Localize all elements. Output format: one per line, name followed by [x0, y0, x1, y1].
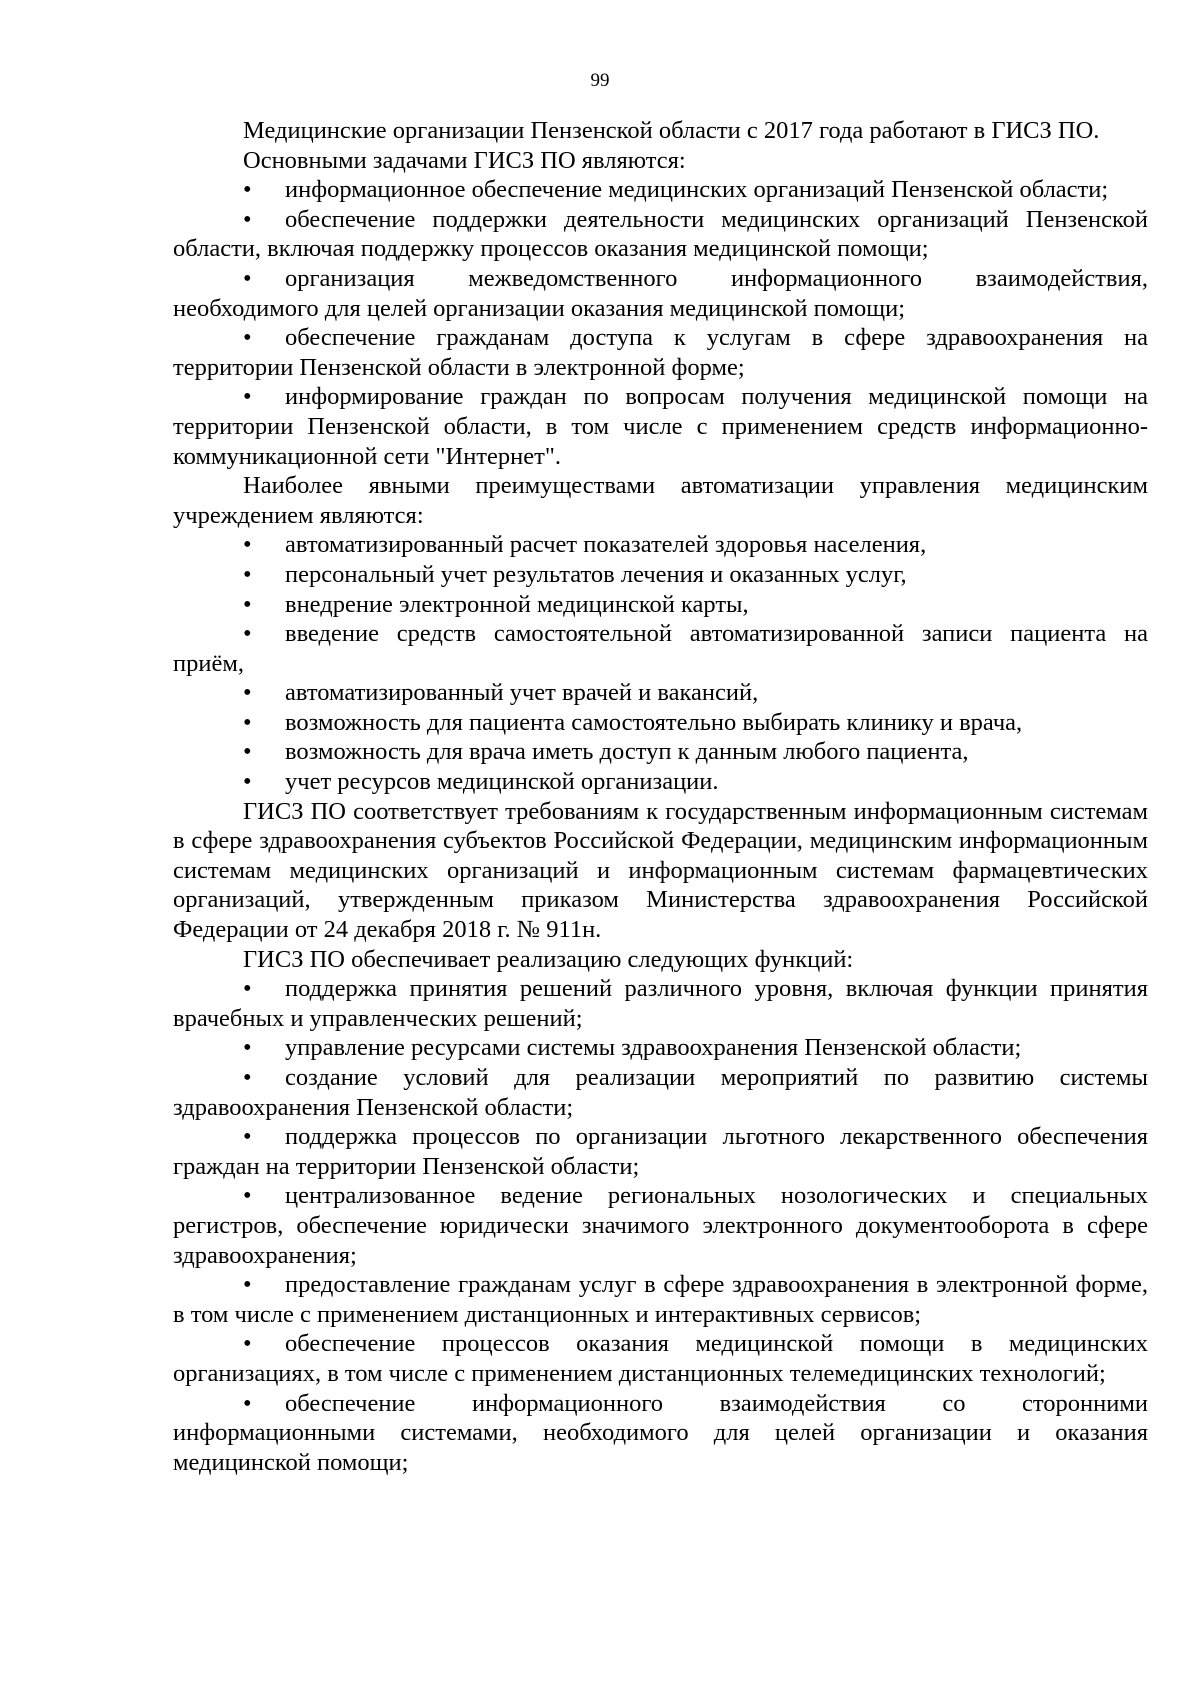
- paragraph: Медицинские организации Пензенской области с 2017 года работают в ГИСЗ ПО.: [243, 117, 1100, 144]
- bullet-text: поддержка процессов по организации льготного лекарственного обеспечения граждан на территории Пензенской области;: [173, 1123, 1148, 1180]
- bullet-icon: •: [243, 1182, 252, 1210]
- bullet-icon: •: [243, 531, 252, 559]
- bullet-icon: •: [243, 1123, 252, 1151]
- bullet-item: [173, 708, 1148, 738]
- bullet-item: [173, 1270, 1148, 1329]
- bullet-text: автоматизированный учет врачей и вакансий,: [285, 679, 759, 707]
- bullet-item: [173, 323, 1148, 382]
- bullet-text: возможность для пациента самостоятельно выбирать клинику и врача,: [285, 708, 1023, 736]
- bullet-item: [173, 678, 1148, 708]
- bullet-text: автоматизированный расчет показателей здоровья населения,: [285, 531, 927, 559]
- bullet-icon: •: [243, 205, 252, 233]
- bullet-icon: •: [243, 975, 252, 1003]
- bullet-icon: •: [243, 768, 252, 796]
- bullet-icon: •: [243, 1389, 252, 1417]
- bullet-text: информирование граждан по вопросам получения медицинской помощи на территории Пензенской области, в том числе с применением средств информационно-коммуникационной сети "Интернет".: [173, 383, 1148, 470]
- paragraph: ГИСЗ ПО соответствует требованиям к государственным информационным системам в сфере здравоохранения субъектов Российской Федерации, медицинским информационным системам медицинских организаций и информационным системам фармацевтических организаций, утвержденным приказом Министерства здравоохранения Российской Федерации от 24 декабря 2018 г. № 911н.: [173, 797, 1148, 944]
- bullet-item: [173, 1033, 1148, 1063]
- bullet-text: информационное обеспечение медицинских организаций Пензенской области;: [285, 176, 1109, 204]
- bullet-icon: •: [243, 1330, 252, 1358]
- bullet-item: [173, 1063, 1148, 1122]
- bullet-item: [173, 264, 1148, 323]
- bullet-text: создание условий для реализации мероприятий по развитию системы здравоохранения Пензенской области;: [173, 1064, 1148, 1121]
- bullet-icon: •: [243, 560, 252, 588]
- bullet-icon: •: [243, 738, 252, 766]
- paragraph: Основными задачами ГИСЗ ПО являются:: [243, 146, 686, 174]
- bullet-text: внедрение электронной медицинской карты,: [285, 590, 749, 618]
- bullet-icon: •: [243, 1064, 252, 1091]
- bullet-item: [173, 737, 1148, 767]
- bullet-icon: •: [243, 590, 252, 618]
- page-number: 99: [590, 70, 610, 91]
- bullet-text: обеспечение процессов оказания медицинской помощи в медицинских организациях, в том числе с применением дистанционных телемедицинских технологий;: [173, 1330, 1148, 1387]
- bullet-item: [173, 767, 1148, 797]
- bullet-text: возможность для врача иметь доступ к данным любого пациента,: [285, 738, 969, 766]
- bullet-text: поддержка принятия решений различного уровня, включая функции принятия врачебных и управленческих решений;: [173, 975, 1148, 1032]
- bullet-item: [173, 1122, 1148, 1181]
- bullet-text: учет ресурсов медицинской организации.: [285, 768, 719, 796]
- bullet-icon: •: [243, 176, 252, 204]
- bullet-icon: •: [243, 708, 252, 736]
- bullet-icon: •: [243, 620, 252, 648]
- bullet-icon: •: [243, 324, 252, 352]
- bullet-item: [173, 590, 1148, 620]
- bullet-icon: •: [243, 1271, 252, 1299]
- bullet-text: централизованное ведение региональных нозологических и специальных регистров, обеспечение юридически значимого электронного документооборота в сфере здравоохранения;: [173, 1182, 1148, 1269]
- bullet-text: управление ресурсами системы здравоохранения Пензенской области;: [285, 1034, 1022, 1062]
- bullet-icon: •: [243, 679, 252, 707]
- bullet-text: обеспечение гражданам доступа к услугам в сфере здравоохранения на территории Пензенской области в электронной форме;: [173, 324, 1148, 381]
- bullet-item: [173, 382, 1148, 471]
- bullet-item: [173, 530, 1148, 560]
- bullet-item: [173, 175, 1148, 205]
- bullet-item: [173, 205, 1148, 264]
- bullet-item: [173, 1389, 1148, 1478]
- bullet-item: [173, 560, 1148, 590]
- paragraph: ГИСЗ ПО обеспечивает реализацию следующих функций:: [243, 945, 854, 973]
- bullet-item: [173, 619, 1148, 678]
- bullet-icon: •: [243, 1034, 252, 1062]
- bullet-text: организация межведомственного информационного взаимодействия, необходимого для целей организации оказания медицинской помощи;: [173, 264, 1148, 322]
- bullet-text: обеспечение информационного взаимодействия со сторонними информационными системами, необходимого для целей организации и оказания медицинской помощи;: [173, 1389, 1148, 1476]
- bullet-icon: •: [243, 264, 252, 292]
- paragraph: Наиболее явными преимуществами автоматизации управления медицинским учреждением являются:: [173, 472, 1148, 529]
- bullet-text: персональный учет результатов лечения и оказанных услуг,: [285, 560, 907, 588]
- document-body: [173, 116, 1148, 1477]
- bullet-item: [173, 974, 1148, 1033]
- bullet-item: [173, 1329, 1148, 1388]
- bullet-text: введение средств самостоятельной автоматизированной записи пациента на приём,: [173, 620, 1148, 677]
- bullet-icon: •: [243, 383, 252, 411]
- bullet-text: предоставление гражданам услуг в сфере здравоохранения в электронной форме, в том числе с применением дистанционных и интерактивных сервисов;: [173, 1271, 1148, 1328]
- bullet-text: обеспечение поддержки деятельности медицинских организаций Пензенской области, включая поддержку процессов оказания медицинской помощи;: [173, 205, 1148, 263]
- bullet-item: [173, 1181, 1148, 1270]
